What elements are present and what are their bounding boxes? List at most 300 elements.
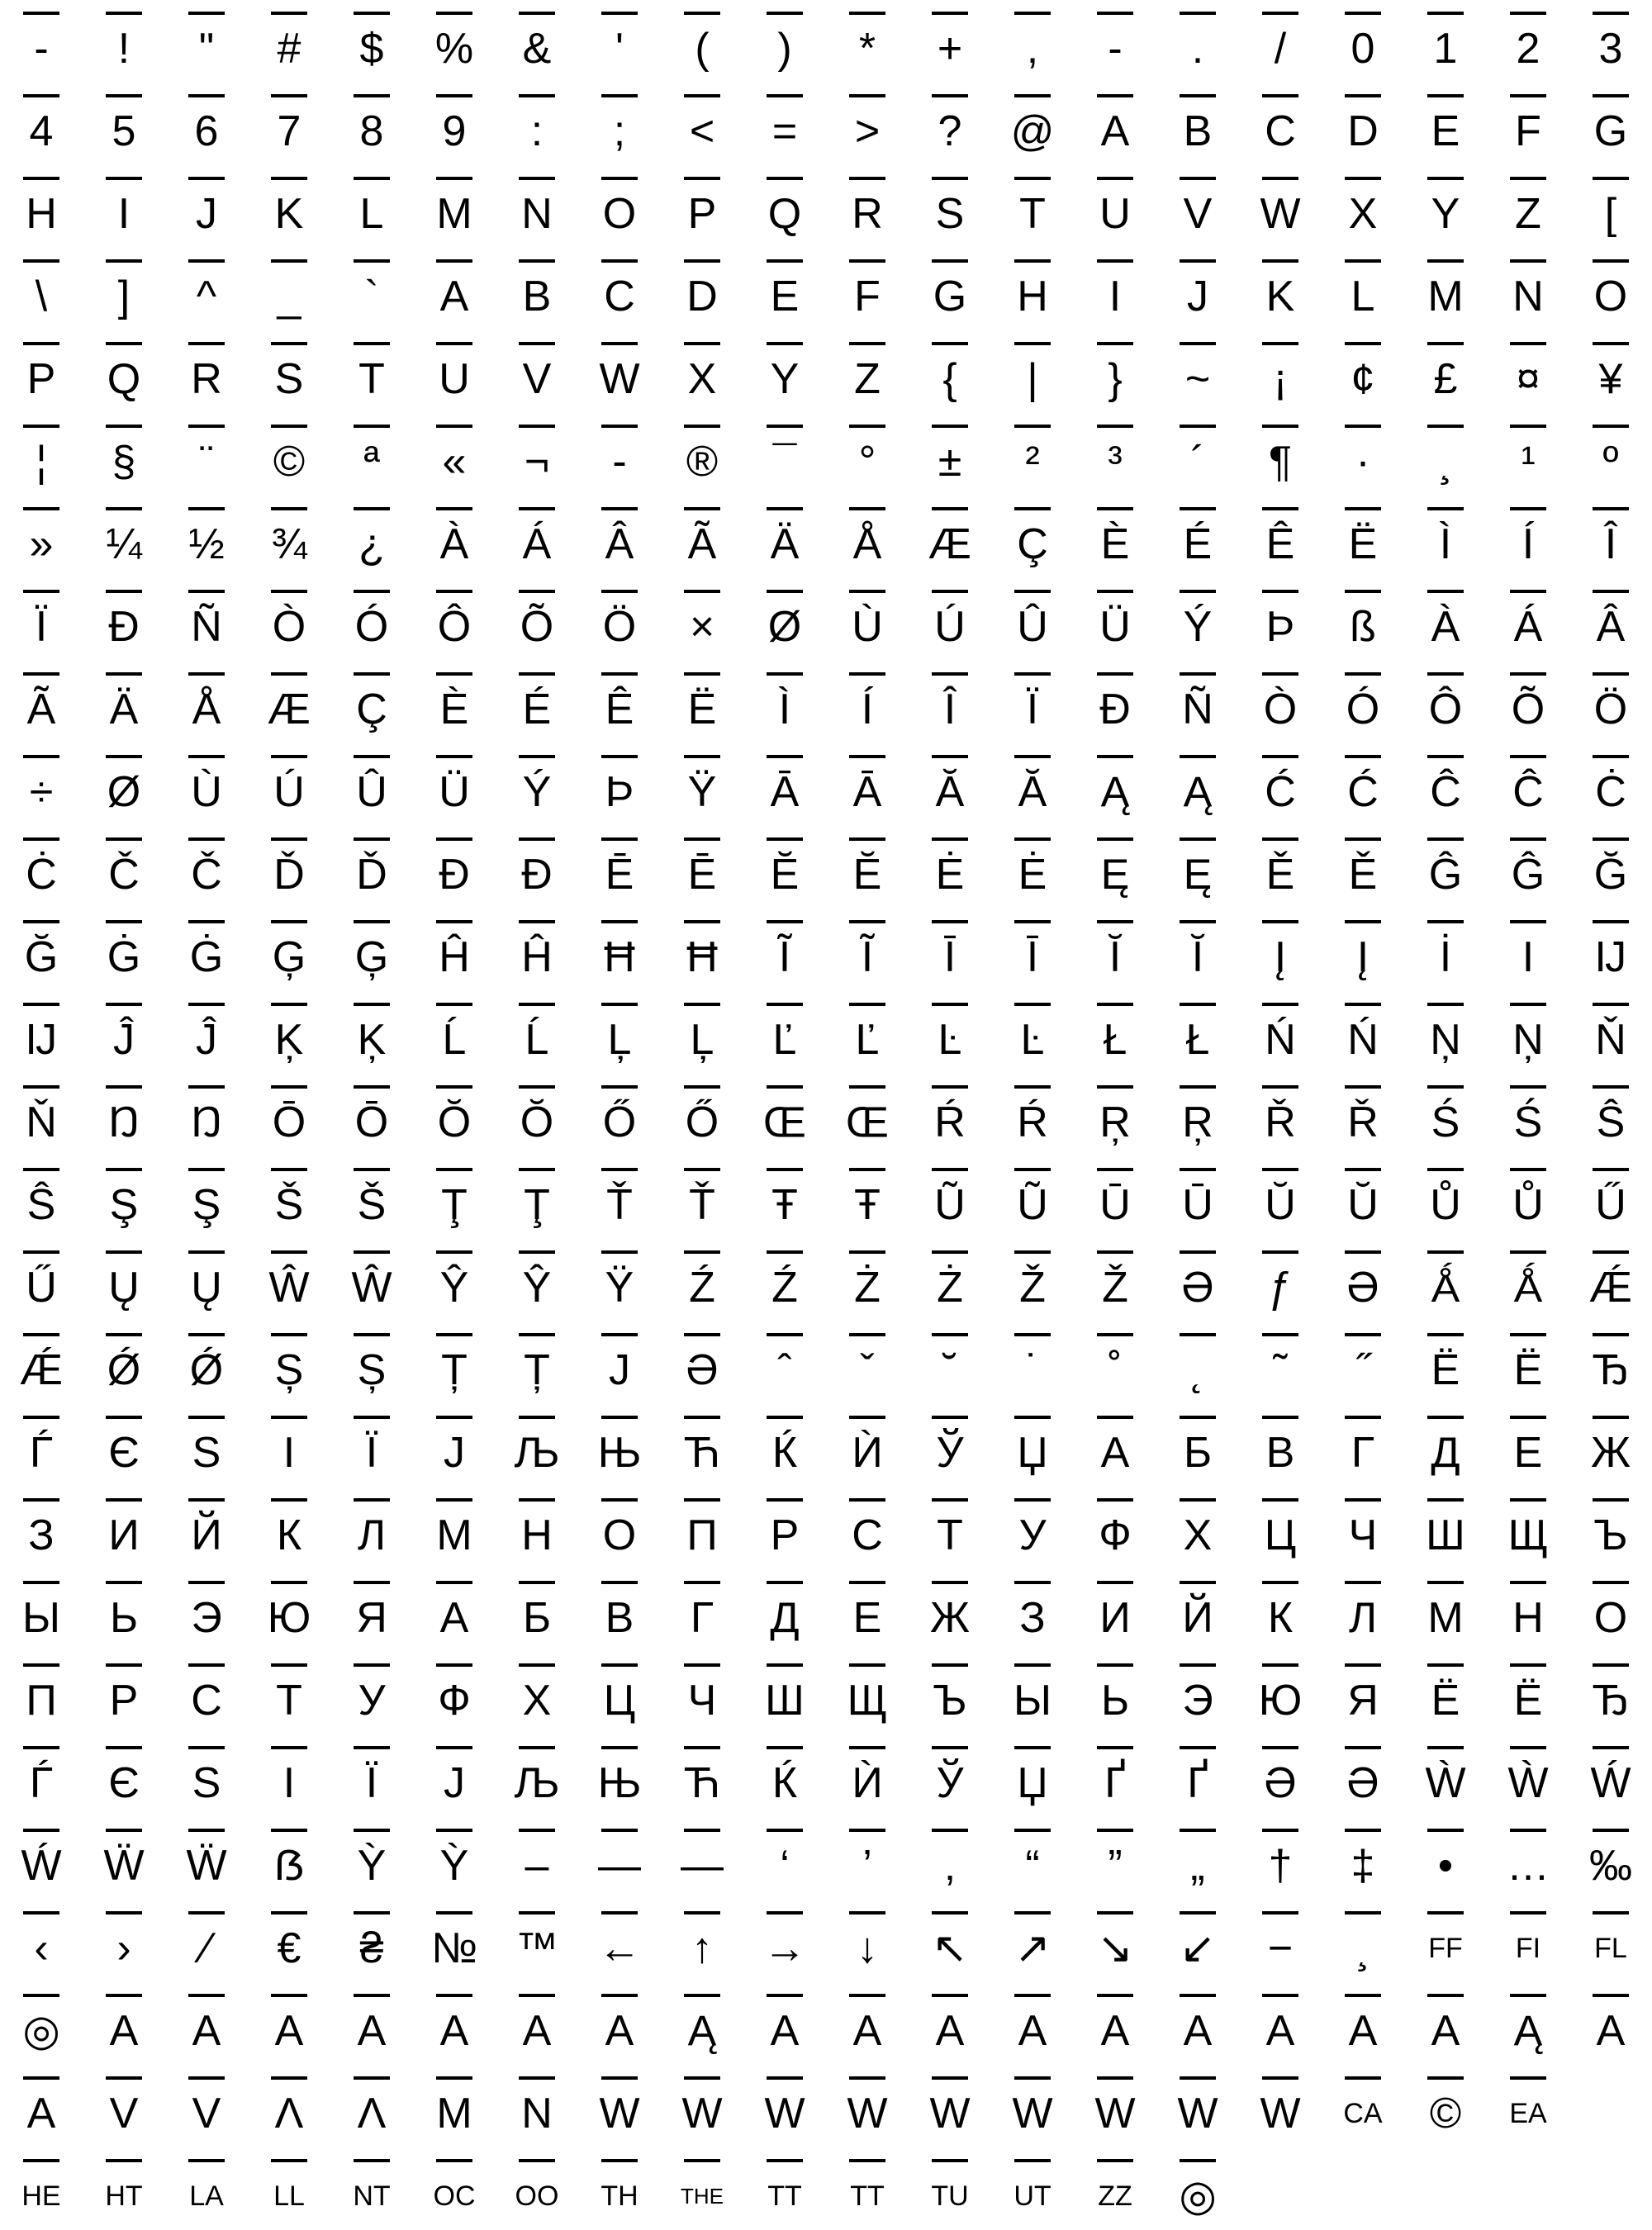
overline-mark <box>1097 755 1133 758</box>
glyph-cell <box>0 1321 83 1404</box>
glyph-char: И <box>108 1511 140 1559</box>
glyph-cell <box>248 743 330 826</box>
glyph-char: B <box>1183 107 1213 155</box>
overline-mark <box>1593 837 1629 841</box>
glyph-char: ↓ <box>857 1924 878 1972</box>
overline-mark <box>436 1333 472 1336</box>
overline-mark <box>601 1829 638 1832</box>
glyph-char: Ч <box>1348 1511 1378 1559</box>
glyph-char: H <box>26 190 57 238</box>
overline-mark <box>436 755 472 758</box>
overline-mark <box>601 1003 638 1006</box>
overline-mark <box>354 1746 390 1749</box>
glyph-char: Ǻ <box>1431 1264 1460 1312</box>
glyph-char: Е <box>1513 1429 1543 1477</box>
glyph-char: Ö <box>602 603 637 651</box>
glyph-cell <box>661 83 743 165</box>
overline-mark <box>106 1498 142 1502</box>
glyph-char: İ <box>1439 933 1452 981</box>
glyph-cell <box>496 1817 578 1900</box>
glyph-cell <box>330 1321 413 1404</box>
overline-mark <box>1097 1581 1133 1584</box>
glyph-char: Ĝ <box>1428 851 1463 899</box>
overline-mark <box>271 425 307 428</box>
glyph-char: ƒ <box>1268 1264 1293 1312</box>
glyph-char: Ÿ <box>687 768 717 816</box>
glyph-char: Ğ <box>1593 851 1628 899</box>
overline-mark <box>23 2076 59 2080</box>
glyph-char: ¹ <box>1521 438 1536 486</box>
glyph-cell <box>991 578 1074 661</box>
glyph-char: Ų <box>191 1264 222 1312</box>
glyph-char: Ŝ <box>26 1181 56 1229</box>
glyph-cell <box>330 248 413 330</box>
glyph-char: © <box>1429 2090 1462 2137</box>
glyph-char: C <box>604 273 635 320</box>
overline-mark <box>23 590 59 593</box>
glyph-cell <box>1569 1487 1652 1569</box>
overline-mark <box>23 1581 59 1584</box>
overline-mark <box>1593 920 1629 923</box>
glyph-cell <box>991 1239 1074 1321</box>
glyph-cell <box>1404 1321 1487 1404</box>
overline-mark <box>519 1663 555 1667</box>
glyph-char: ¼ <box>106 520 142 568</box>
glyph-char: O <box>602 190 637 238</box>
glyph-char: ¤ <box>1516 355 1540 403</box>
overline-mark <box>1180 672 1216 676</box>
glyph-char: À <box>439 520 469 568</box>
glyph-char: І <box>282 1429 296 1477</box>
glyph-cell <box>1404 1569 1487 1652</box>
overline-mark <box>932 177 968 180</box>
glyph-char: К <box>276 1511 302 1559</box>
glyph-cell <box>413 1569 496 1652</box>
glyph-cell <box>826 1074 909 1156</box>
overline-mark <box>1180 1581 1216 1584</box>
glyph-char: 4 <box>29 107 54 155</box>
glyph-char: [ <box>1604 190 1617 238</box>
overline-mark <box>1427 342 1464 345</box>
glyph-cell <box>165 83 248 165</box>
overline-mark <box>519 1250 555 1254</box>
glyph-cell <box>661 2065 743 2147</box>
glyph-cell <box>1322 1569 1404 1652</box>
glyph-cell <box>743 1074 826 1156</box>
glyph-cell <box>826 1817 909 1900</box>
glyph-cell <box>991 1074 1074 1156</box>
glyph-char: Є <box>108 1759 140 1807</box>
glyph-cell <box>83 991 165 1074</box>
overline-mark <box>1593 1911 1629 1914</box>
glyph-cell <box>1156 991 1239 1074</box>
glyph-char: Ы <box>21 1594 61 1642</box>
glyph-char: Ĵ <box>196 1016 217 1064</box>
glyph-char: Ъ <box>933 1677 967 1725</box>
overline-mark <box>271 1663 307 1667</box>
glyph-cell <box>1487 2147 1569 2230</box>
overline-mark <box>188 1746 225 1749</box>
glyph-char: # <box>277 25 301 73</box>
glyph-char: ß <box>1350 603 1376 651</box>
glyph-cell <box>248 1900 330 1982</box>
overline-mark <box>1427 1746 1464 1749</box>
overline-mark <box>1097 177 1133 180</box>
glyph-char: P <box>687 190 717 238</box>
glyph-char: Ŏ <box>520 1098 554 1146</box>
glyph-cell <box>413 991 496 1074</box>
glyph-cell <box>1404 1982 1487 2065</box>
glyph-char: У <box>358 1677 386 1725</box>
glyph-cell <box>0 661 83 743</box>
glyph-char: X <box>687 355 717 403</box>
overline-mark <box>1427 1168 1464 1171</box>
glyph-char: Ö <box>1593 686 1628 733</box>
glyph-char: Ç <box>1017 520 1048 568</box>
glyph-char: Ŵ <box>268 1264 310 1312</box>
glyph-char: Ñ <box>1182 686 1213 733</box>
glyph-cell <box>248 1404 330 1487</box>
glyph-char: Г <box>1351 1429 1375 1477</box>
glyph-char: Ф <box>1099 1511 1132 1559</box>
overline-mark <box>1180 1416 1216 1419</box>
glyph-char: Ё <box>1513 1346 1543 1394</box>
glyph-cell <box>578 0 661 83</box>
glyph-cell <box>496 330 578 413</box>
overline-mark <box>1097 1498 1133 1502</box>
overline-mark <box>684 1911 720 1914</box>
overline-mark <box>767 1085 803 1089</box>
overline-mark <box>849 177 885 180</box>
overline-mark <box>23 837 59 841</box>
overline-mark <box>271 1911 307 1914</box>
glyph-char: Í <box>861 686 874 733</box>
glyph-cell <box>578 1487 661 1569</box>
glyph-cell <box>909 661 991 743</box>
glyph-char: Ň <box>26 1098 57 1146</box>
glyph-cell <box>578 661 661 743</box>
overline-mark <box>1262 177 1298 180</box>
glyph-char: Ĉ <box>1512 768 1544 816</box>
overline-mark <box>1345 1994 1381 1997</box>
glyph-char: > <box>854 107 881 155</box>
glyph-cell <box>743 1982 826 2065</box>
glyph-cell <box>826 2147 909 2230</box>
overline-mark <box>519 1829 555 1832</box>
glyph-cell <box>330 1734 413 1817</box>
glyph-char: Ц <box>1264 1511 1297 1559</box>
glyph-cell <box>0 909 83 991</box>
glyph-char: Ў <box>936 1759 964 1807</box>
overline-mark <box>436 1911 472 1914</box>
glyph-cell <box>1487 991 1569 1074</box>
glyph-cell <box>496 1239 578 1321</box>
overline-mark <box>1427 755 1464 758</box>
overline-mark <box>436 259 472 263</box>
overline-mark <box>601 1250 638 1254</box>
glyph-cell <box>1239 330 1322 413</box>
overline-mark <box>1345 672 1381 676</box>
overline-mark <box>354 1333 390 1336</box>
glyph-char: Å <box>192 686 221 733</box>
glyph-cell <box>1156 1156 1239 1239</box>
glyph-cell <box>826 1652 909 1734</box>
glyph-cell <box>909 991 991 1074</box>
glyph-char: ¬ <box>524 438 550 486</box>
glyph-char: Б <box>522 1594 552 1642</box>
glyph-char: ª <box>363 438 380 486</box>
overline-mark <box>1593 1829 1629 1832</box>
glyph-char: Ü <box>1099 603 1131 651</box>
glyph-cell <box>83 1569 165 1652</box>
overline-mark <box>188 342 225 345</box>
glyph-cell <box>743 1321 826 1404</box>
glyph-cell <box>1569 2065 1652 2147</box>
glyph-char: W <box>1012 2090 1053 2137</box>
overline-mark <box>1510 590 1546 593</box>
glyph-cell <box>1156 165 1239 248</box>
glyph-cell <box>743 1239 826 1321</box>
glyph-cell <box>743 578 826 661</box>
overline-mark <box>1014 259 1051 263</box>
overline-mark <box>1593 1663 1629 1667</box>
glyph-cell <box>330 0 413 83</box>
overline-mark <box>354 1829 390 1832</box>
overline-mark <box>23 920 59 923</box>
glyph-char: Ê <box>1265 520 1295 568</box>
glyph-cell <box>826 83 909 165</box>
overline-mark <box>767 590 803 593</box>
glyph-char: ˛ <box>1190 1346 1205 1394</box>
glyph-cell <box>496 1404 578 1487</box>
overline-mark <box>519 755 555 758</box>
glyph-char: Ő <box>685 1098 719 1146</box>
glyph-char: Ê <box>605 686 634 733</box>
glyph-char: Ć <box>1347 768 1379 816</box>
glyph-char: Щ <box>1507 1511 1549 1559</box>
overline-mark <box>1014 2076 1051 2080</box>
overline-mark <box>1262 1333 1298 1336</box>
glyph-cell <box>83 248 165 330</box>
overline-mark <box>1593 177 1629 180</box>
glyph-char: Й <box>1182 1594 1213 1642</box>
overline-mark <box>106 1663 142 1667</box>
glyph-cell <box>83 1074 165 1156</box>
glyph-char: ° <box>858 438 876 486</box>
overline-mark <box>436 1746 472 1749</box>
overline-mark <box>354 2159 390 2162</box>
overline-mark <box>188 1416 225 1419</box>
glyph-char: ÷ <box>29 768 54 816</box>
overline-mark <box>684 1416 720 1419</box>
glyph-char: A <box>439 273 469 320</box>
glyph-cell <box>661 248 743 330</box>
glyph-char: ZZ <box>1098 2180 1132 2212</box>
glyph-cell <box>1239 1982 1322 2065</box>
glyph-cell <box>496 1569 578 1652</box>
overline-mark <box>849 507 885 510</box>
overline-mark <box>436 425 472 428</box>
glyph-cell <box>413 413 496 496</box>
glyph-char: F <box>854 273 881 320</box>
glyph-cell <box>1322 826 1404 909</box>
glyph-char: A <box>1100 2007 1130 2055</box>
glyph-cell <box>578 1404 661 1487</box>
glyph-char: $ <box>359 25 384 73</box>
glyph-cell <box>0 1900 83 1982</box>
glyph-cell <box>1239 413 1322 496</box>
glyph-char: T <box>358 355 385 403</box>
glyph-char: LA <box>189 2180 224 2212</box>
overline-mark <box>1345 1746 1381 1749</box>
glyph-cell <box>165 1900 248 1982</box>
overline-mark <box>1014 1581 1051 1584</box>
glyph-char: Ë <box>1348 520 1378 568</box>
glyph-cell <box>413 1239 496 1321</box>
glyph-cell <box>743 83 826 165</box>
glyph-cell <box>165 1569 248 1652</box>
overline-mark <box>354 1994 390 1997</box>
overline-mark <box>601 2076 638 2080</box>
glyph-cell <box>1404 165 1487 248</box>
glyph-cell <box>1322 1734 1404 1817</box>
glyph-cell <box>83 1239 165 1321</box>
glyph-char: ‘ <box>780 1842 790 1890</box>
glyph-char: Ź <box>771 1264 798 1312</box>
glyph-char: Ĺ <box>525 1016 549 1064</box>
glyph-cell <box>83 661 165 743</box>
glyph-cell <box>1322 909 1404 991</box>
glyph-char: Ů <box>1512 1181 1544 1229</box>
glyph-cell <box>1074 1321 1156 1404</box>
glyph-char: Λ <box>274 2090 304 2137</box>
glyph-char: Ě <box>1348 851 1378 899</box>
glyph-cell <box>743 330 826 413</box>
overline-mark <box>1180 1663 1216 1667</box>
glyph-char: Ń <box>1265 1016 1296 1064</box>
glyph-char: J <box>1187 273 1208 320</box>
overline-mark <box>1345 837 1381 841</box>
glyph-cell <box>1487 1900 1569 1982</box>
glyph-cell <box>248 1569 330 1652</box>
overline-mark <box>519 425 555 428</box>
glyph-cell <box>1487 826 1569 909</box>
glyph-char: Ј <box>444 1429 465 1477</box>
glyph-char: ↘ <box>1097 1924 1133 1972</box>
overline-mark <box>684 2076 720 2080</box>
glyph-cell <box>0 1569 83 1652</box>
glyph-cell <box>909 83 991 165</box>
glyph-char: À <box>1431 603 1460 651</box>
glyph-char: Ə <box>1264 1759 1297 1807</box>
glyph-char: Ќ <box>771 1429 798 1477</box>
overline-mark <box>188 1829 225 1832</box>
overline-mark <box>354 2076 390 2080</box>
glyph-cell <box>1487 330 1569 413</box>
glyph-char: Ń <box>1347 1016 1379 1064</box>
glyph-char: Ũ <box>934 1181 966 1229</box>
glyph-cell <box>413 578 496 661</box>
glyph-cell <box>1404 909 1487 991</box>
glyph-cell <box>496 1982 578 2065</box>
glyph-cell <box>0 413 83 496</box>
glyph-char: Ț <box>524 1346 550 1394</box>
glyph-char: G <box>933 273 967 320</box>
glyph-char: Ø <box>767 603 802 651</box>
glyph-char: Ќ <box>771 1759 798 1807</box>
glyph-cell <box>661 1404 743 1487</box>
overline-mark <box>1014 1829 1051 1832</box>
glyph-char: Đ <box>439 851 470 899</box>
glyph-char: A <box>1018 2007 1047 2055</box>
overline-mark <box>1510 1333 1546 1336</box>
glyph-cell <box>496 165 578 248</box>
overline-mark <box>1097 94 1133 97</box>
glyph-char: NT <box>353 2180 391 2212</box>
overline-mark <box>1180 1003 1216 1006</box>
glyph-char: Ǻ <box>1513 1264 1543 1312</box>
overline-mark <box>1014 1663 1051 1667</box>
glyph-char: Ѝ <box>852 1429 883 1477</box>
glyph-cell <box>1487 83 1569 165</box>
glyph-char: Ņ <box>1430 1016 1461 1064</box>
glyph-cell <box>578 1817 661 1900</box>
glyph-char: Ґ <box>1104 1759 1126 1807</box>
overline-mark <box>1510 1746 1546 1749</box>
glyph-char: Q <box>107 355 141 403</box>
glyph-cell <box>578 83 661 165</box>
glyph-cell <box>413 330 496 413</box>
glyph-cell <box>743 2065 826 2147</box>
overline-mark <box>1427 1498 1464 1502</box>
overline-mark <box>436 837 472 841</box>
overline-mark <box>601 1333 638 1336</box>
glyph-cell <box>1569 496 1652 578</box>
glyph-char: ˘ <box>942 1346 957 1394</box>
glyph-cell <box>991 1156 1074 1239</box>
overline-mark <box>1262 342 1298 345</box>
overline-mark <box>188 1994 225 1997</box>
overline-mark <box>1427 1003 1464 1006</box>
glyph-char: 5 <box>112 107 136 155</box>
glyph-char: Б <box>1183 1429 1213 1477</box>
glyph-char: & <box>522 25 552 73</box>
overline-mark <box>1262 755 1298 758</box>
overline-mark <box>1510 1829 1546 1832</box>
glyph-char: J <box>196 190 217 238</box>
glyph-char: З <box>1019 1594 1046 1642</box>
glyph-char: Ū <box>1182 1181 1213 1229</box>
overline-mark <box>519 177 555 180</box>
overline-mark <box>1014 672 1051 676</box>
glyph-cell <box>743 248 826 330</box>
overline-mark <box>271 342 307 345</box>
overline-mark <box>1593 94 1629 97</box>
glyph-char: A <box>439 2007 469 2055</box>
overline-mark <box>1097 1416 1133 1419</box>
glyph-cell <box>578 1074 661 1156</box>
glyph-cell <box>743 661 826 743</box>
glyph-cell <box>330 661 413 743</box>
overline-mark <box>271 1168 307 1171</box>
glyph-cell <box>413 1321 496 1404</box>
overline-mark <box>849 1746 885 1749</box>
overline-mark <box>1345 1581 1381 1584</box>
glyph-char: ( <box>695 25 710 73</box>
overline-mark <box>519 259 555 263</box>
glyph-cell <box>1156 743 1239 826</box>
glyph-cell <box>165 2065 248 2147</box>
